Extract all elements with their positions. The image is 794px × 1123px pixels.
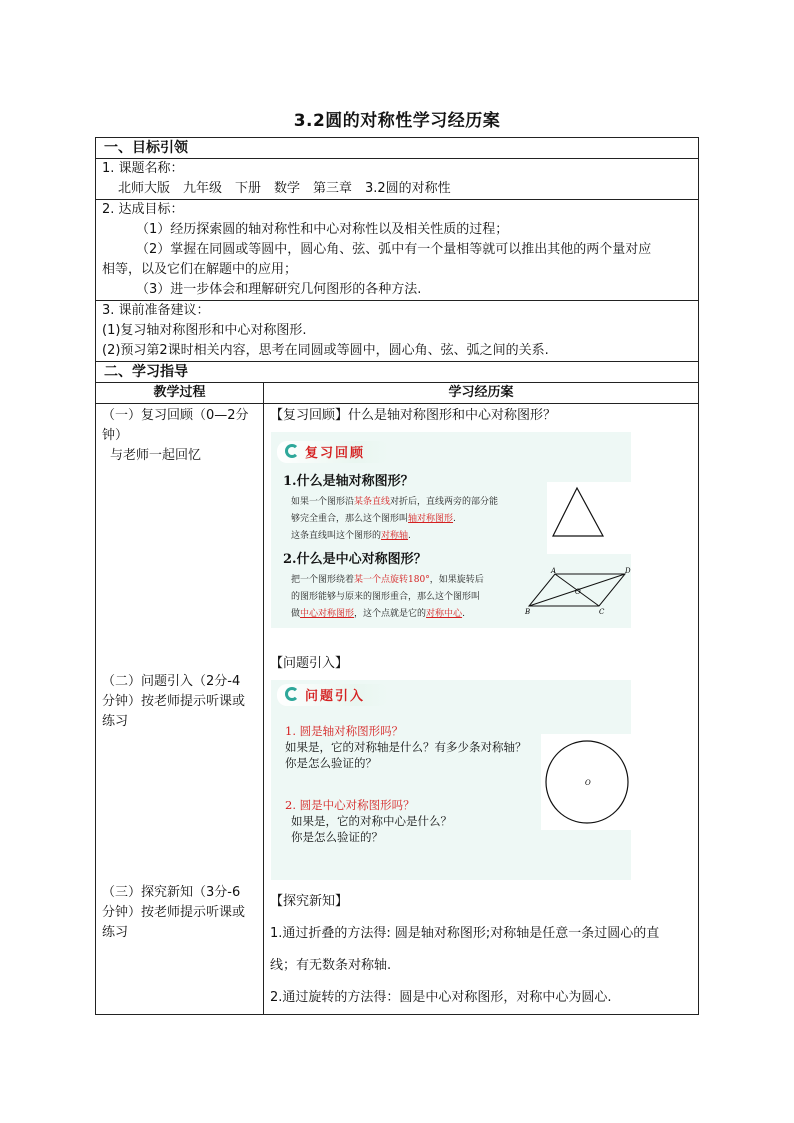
course-name-cell xyxy=(96,159,699,200)
q-central-line3: 做中心对称图形，这个点就是它的对称中心. xyxy=(291,609,465,619)
q-circle-axis-line1: 如果是，它的对称轴是什么？有多少条对称轴？ xyxy=(285,740,527,754)
q-axis-line3: 这条直线叫这个图形的对称轴. xyxy=(291,531,411,541)
steps-right-cell xyxy=(264,404,699,1015)
banner-swirl-icon xyxy=(285,687,299,701)
point-label-b: B xyxy=(525,608,531,616)
explore-heading: 【探究新知】 xyxy=(270,894,349,909)
course-name-label: 1. 课题名称： xyxy=(102,161,184,176)
lesson-table xyxy=(95,137,699,1015)
q-circle-axis-line2: 你是怎么验证的？ xyxy=(285,756,377,770)
review-slide xyxy=(271,432,631,628)
step1-title-a: （一）复习回顾（0—2分 xyxy=(102,408,249,423)
course-name-value: 北师大版 九年级 下册 数学 第三章 3.2圆的对称性 xyxy=(118,181,451,196)
column-header-record: 学习经历案 xyxy=(264,383,699,404)
step2-title-b: 分钟）按老师提示听课或 xyxy=(102,694,246,709)
finding-1b: 线；有无数条对称轴. xyxy=(270,958,392,973)
section-heading-guidance: 二、学习指导 xyxy=(96,362,699,383)
point-label-a: A xyxy=(551,567,557,575)
point-label-o: O xyxy=(575,588,581,596)
step3-title-a: （三）探究新知（3分-6 xyxy=(102,885,241,900)
triangle-figure xyxy=(547,482,631,554)
intro-slide xyxy=(271,680,631,880)
q-central-symmetry: 2.什么是中心对称图形？ xyxy=(283,552,427,567)
finding-1a: 1.通过折叠的方法得: 圆是轴对称图形;对称轴是任意一条过圆心的直 xyxy=(270,926,660,941)
review-slide-banner-text: 复习回顾 xyxy=(305,446,366,461)
review-heading: 【复习回顾】什么是轴对称图形和中心对称图形？ xyxy=(270,408,557,423)
section-heading-goals: 一、目标引领 xyxy=(96,138,699,159)
goal-2b: 相等，以及它们在解题中的应用； xyxy=(102,262,298,277)
point-label-c: C xyxy=(599,608,605,616)
q-axis-line2: 够完全重合，那么这个图形叫轴对称图形. xyxy=(291,514,456,524)
goals-label: 2. 达成目标： xyxy=(102,202,184,217)
prep-cell xyxy=(96,301,699,362)
q-axis-line1: 如果一个图形沿某条直线对折后，直线两旁的部分能 xyxy=(291,497,499,507)
goal-1: （1）经历探索圆的轴对称性和中心对称性以及相关性质的过程； xyxy=(136,222,509,237)
prep-1: (1)复习轴对称图形和中心对称图形. xyxy=(102,323,307,338)
circle-center-label: O xyxy=(585,779,591,787)
q-axis-symmetry: 1.什么是轴对称图形？ xyxy=(283,474,414,489)
steps-left-cell xyxy=(96,404,264,1015)
parallelogram-figure xyxy=(525,564,629,616)
intro-heading: 【问题引入】 xyxy=(270,656,349,671)
q-central-line1: 把一个图形绕着某一个点旋转180°，如果旋转后 xyxy=(291,575,484,585)
step3-title-c: 练习 xyxy=(102,925,129,940)
q-circle-center-line1: 如果是，它的对称中心是什么？ xyxy=(291,814,452,828)
goal-3: （3）进一步体会和理解研究几何图形的各种方法. xyxy=(136,282,422,297)
intro-slide-banner xyxy=(277,684,389,706)
step1-title-b: 钟） xyxy=(102,428,129,443)
intro-slide-banner-text: 问题引入 xyxy=(305,689,366,704)
goal-2a: （2）掌握在同圆或等圆中，圆心角、弦、弧中有一个量相等就可以推出其他的两个量对应 xyxy=(136,242,652,257)
goals-cell xyxy=(96,200,699,301)
page-title: 3.2圆的对称性学习经历案 xyxy=(293,111,501,131)
banner-swirl-icon xyxy=(285,444,299,458)
q-central-line2: 的图形能够与原来的图形重合，那么这个图形叫 xyxy=(291,592,481,602)
prep-label: 3. 课前准备建议： xyxy=(102,303,210,318)
review-slide-banner xyxy=(277,441,389,463)
step2-title-c: 练习 xyxy=(102,714,129,729)
point-label-d: D xyxy=(625,567,631,575)
prep-2: (2)预习第2课时相关内容，思考在同圆或等圆中，圆心角、弦、弧之间的关系. xyxy=(102,343,549,358)
q-circle-center: 2. 圆是中心对称图形吗？ xyxy=(285,798,415,812)
step1-desc: 与老师一起回忆 xyxy=(110,448,202,463)
circle-figure xyxy=(541,734,631,830)
step2-title-a: （二）问题引入（2分-4 xyxy=(102,674,241,689)
column-header-process: 教学过程 xyxy=(96,383,264,404)
finding-2: 2.通过旋转的方法得：圆是中心对称图形，对称中心为圆心. xyxy=(270,990,612,1005)
step3-title-b: 分钟）按老师提示听课或 xyxy=(102,905,246,920)
q-circle-axis: 1. 圆是轴对称图形吗？ xyxy=(285,724,404,738)
q-circle-center-line2: 你是怎么验证的？ xyxy=(291,830,383,844)
